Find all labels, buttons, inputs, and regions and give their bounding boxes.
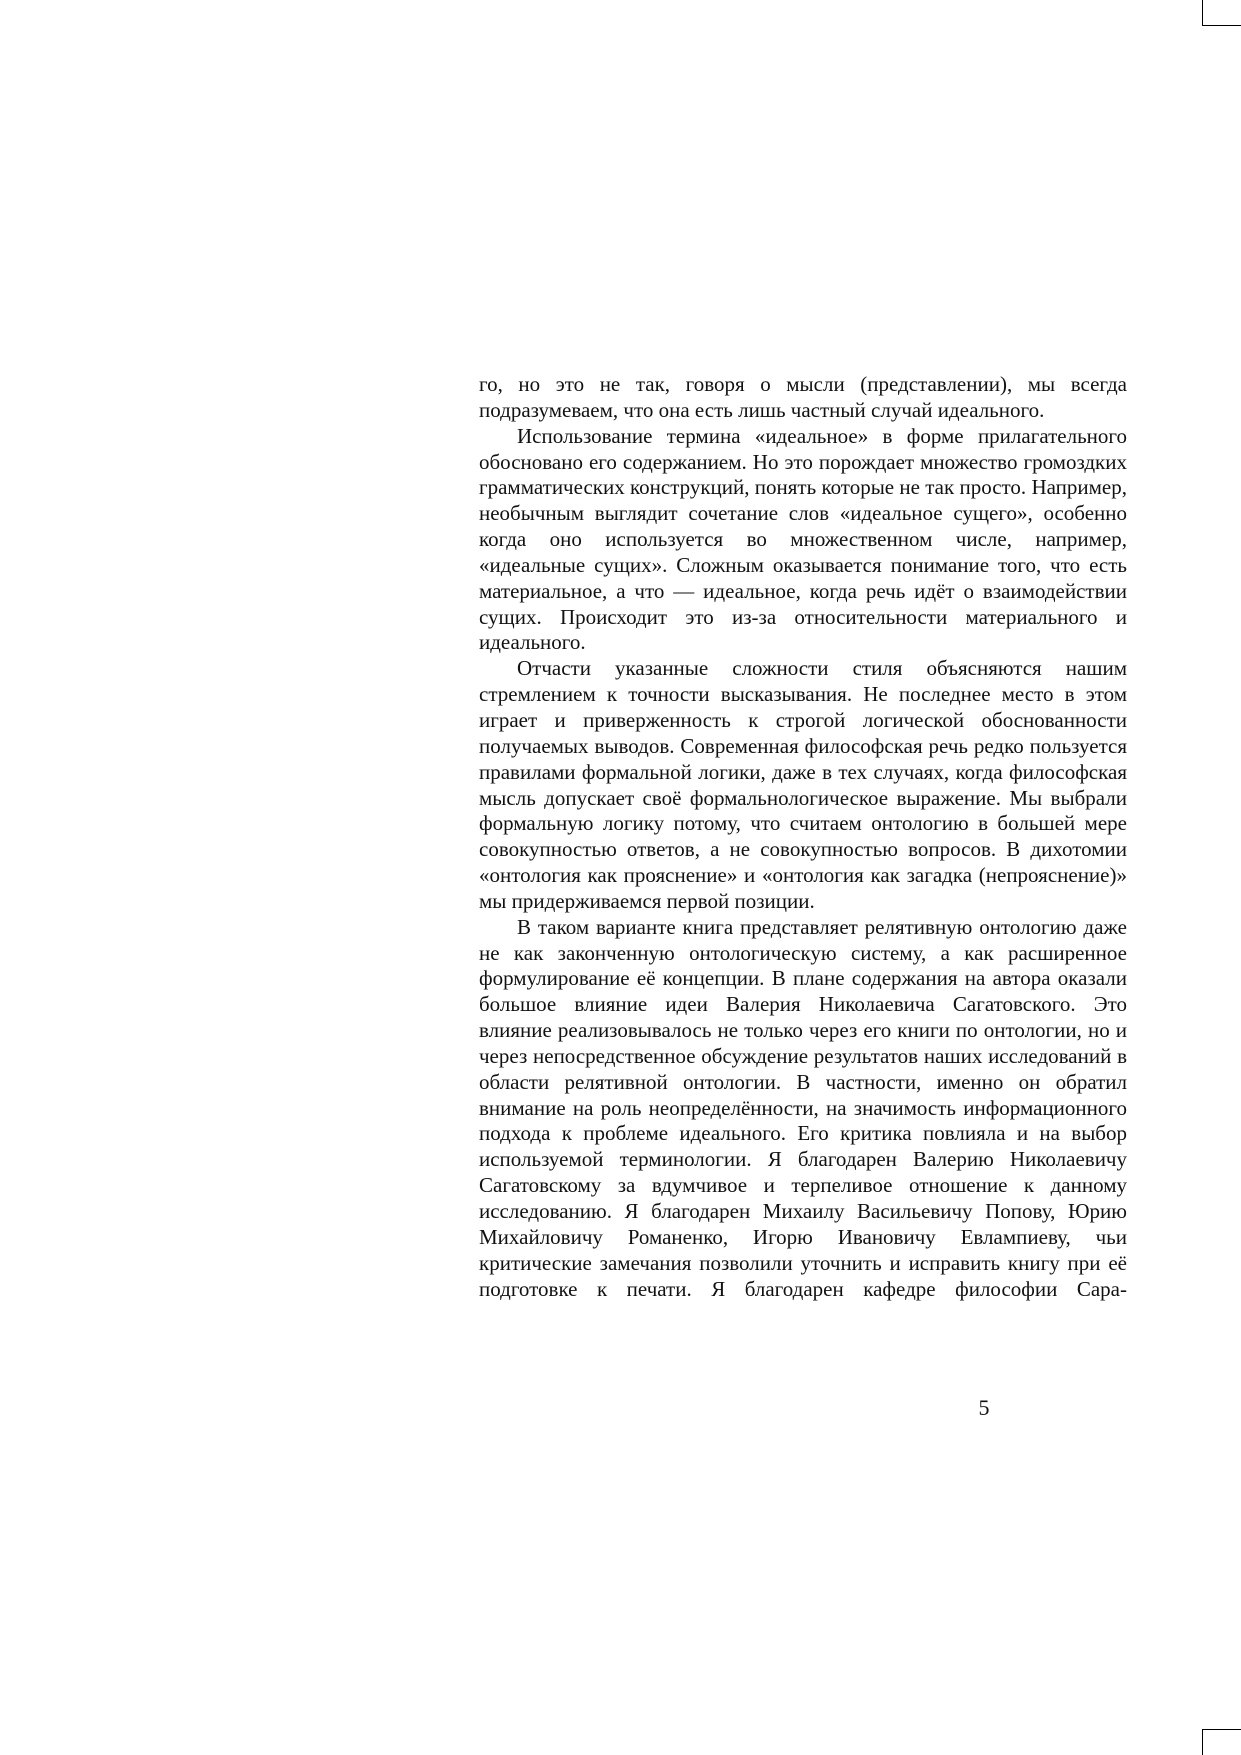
paragraph-acknowledgements: В таком варианте книга представляет релятивную онтологию даже не как законченную онтологическую систему, а как расширенное формулирование её концепции. В плане содержания на автора оказали большое влияние идеи Валерия Николаевича Сагатовского. Это влияние реализовывалось не только через его книги по онтологии, но и через непосредственное обсуждение результатов наших исследований в области релятивной онтологии. В частности, именно он обратил внимание на роль неопределённости, на значимость информационного подхода к проблеме идеального. Его критика повлияла и на выбор используемой терминологии. Я благодарен Валерию Николаевичу Сагатовскому за вдумчивое и терпеливое отношение к данному исследованию. Я благодарен Михаилу Васильевичу Попову, Юрию Михайловичу Романенко, Игорю Ивановичу Евлампиеву, чьи критические замечания позволили уточнить и исправить книгу при её подготовке к печати. Я благодарен кафедре философии Сара- [479,914,1127,1301]
crop-mark-top-horizontal [1202,25,1241,26]
page-number: 5 [978,1395,990,1420]
paragraph-term-usage: Использование термина «идеальное» в форме прилагательного обосновано его содержанием. Но это порождает множество громоздких грамматических конструкций, понять которые не так просто. Например, необычным выглядит сочетание слов «идеальное сущего», особенно когда оно используется во множественном числе, например, «идеальные сущих». Сложным оказывается понимание того, что есть материальное, а что — идеальное, когда речь идёт о взаимодействии сущих. Происходит это из-за относительности материального и идеального. [479,423,1127,655]
paragraph-style-difficulties: Отчасти указанные сложности стиля объясняются нашим стремлением к точности высказывания. Не последнее место в этом играет и приверженность к строгой логической обоснованности получаемых выводов. Современная философская речь редко пользуется правилами формальной логики, даже в тех случаях, когда философская мысль допускает своё формальнологическое выражение. Мы выбрали формальную логику потому, что считаем онтологию в большей мере совокупностью ответов, а не совокупностью вопросов. В дихотомии «онтология как прояснение» и «онтология как загадка (непрояснение)» мы придерживаемся первой позиции. [479,656,1127,913]
crop-mark-top-vertical [1202,0,1203,26]
crop-mark-bottom-vertical [1202,1729,1203,1755]
crop-mark-bottom-horizontal [1202,1729,1241,1730]
main-text-block [479,372,1127,1302]
paragraph-continuation: го, но это не так, говоря о мысли (представлении), мы всегда подразумеваем, что она есть лишь частный случай идеального. [479,372,1127,422]
